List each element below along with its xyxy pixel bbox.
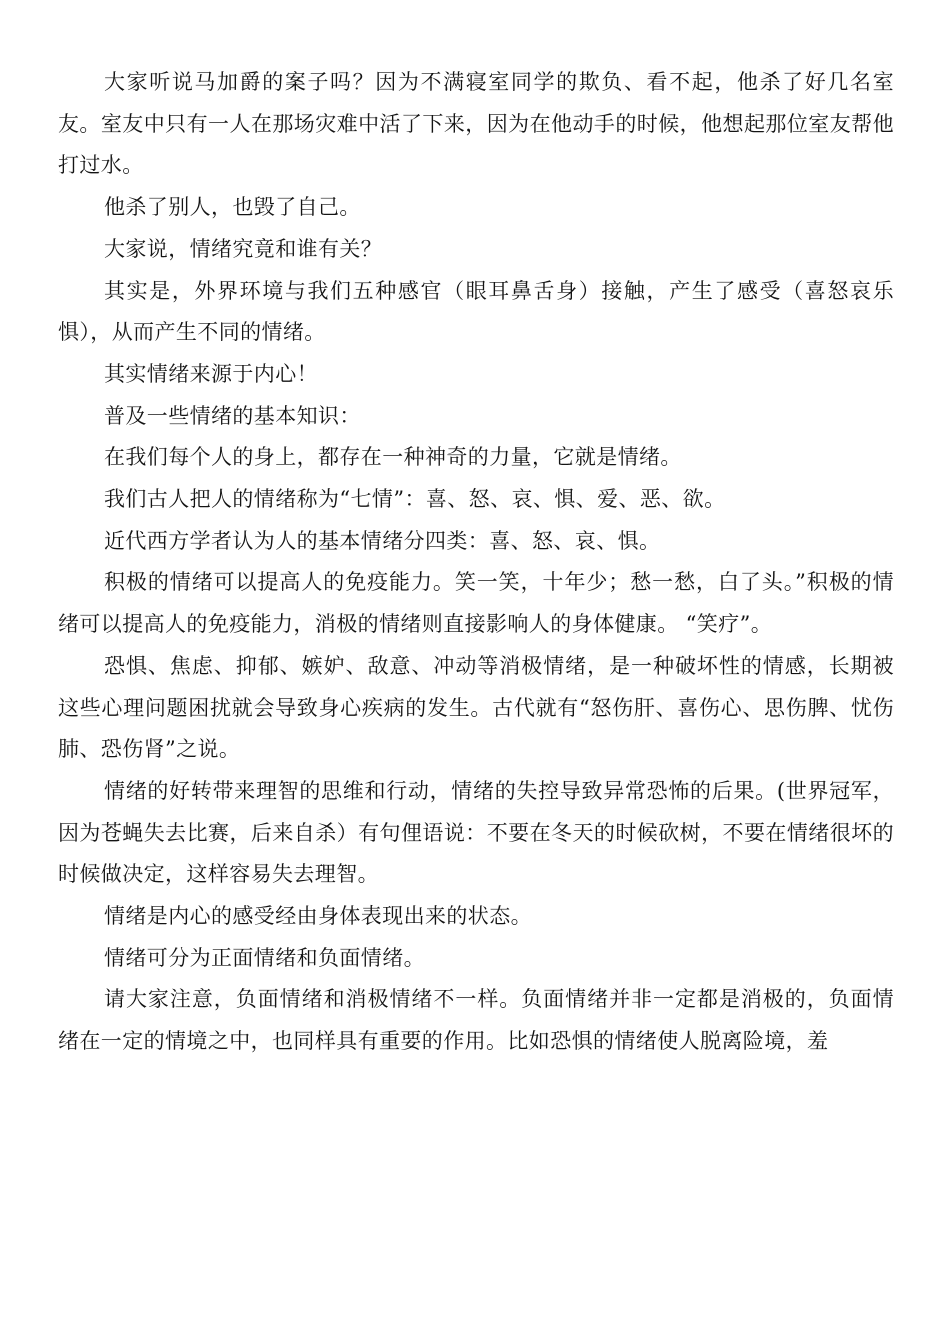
paragraph-14: 情绪可分为正面情绪和负面情绪。 — [104, 945, 425, 970]
paragraph-4: 其实是，外界环境与我们五种感官（眼耳鼻舌身）接触，产生了感受（喜怒哀乐惧），从而产生不同的情绪。 — [58, 278, 894, 345]
paragraph-9: 近代西方学者认为人的基本情绪分四类：喜、怒、哀、惧。 — [104, 528, 661, 553]
paragraph-2: 他杀了别人，也毁了自己。 — [104, 195, 361, 220]
paragraph-15: 请大家注意，负面情绪和消极情绪不一样。负面情绪并非一定都是消极的，负面情绪在一定的情境之中，也同样具有重要的作用。比如恐惧的情绪使人脱离险境，羞 — [58, 987, 894, 1054]
paragraph-6: 普及一些情绪的基本知识： — [104, 403, 361, 428]
paragraph-3: 大家说，情绪究竟和谁有关？ — [104, 236, 383, 261]
document-page — [58, 62, 894, 1063]
paragraph-5: 其实情绪来源于内心！ — [104, 361, 318, 386]
paragraph-7: 在我们每个人的身上，都存在一种神奇的力量，它就是情绪。 — [104, 445, 682, 470]
paragraph-1: 大家听说马加爵的案子吗？因为不满寝室同学的欺负、看不起，他杀了好几名室友。室友中只有一人在那场灾难中活了下来，因为在他动手的时候，他想起那位室友帮他打过水。 — [58, 70, 894, 178]
paragraph-10: 积极的情绪可以提高人的免疫能力。笑一笑，十年少；愁一愁，白了头。”积极的情绪可以提高人的免疫能力，消极的情绪则直接影响人的身体健康。 “笑疗”。 — [58, 570, 894, 637]
paragraph-11: 恐惧、焦虑、抑郁、嫉妒、敌意、冲动等消极情绪，是一种破坏性的情感，长期被这些心理问题困扰就会导致身心疾病的发生。古代就有“怒伤肝、喜伤心、思伤脾、忧伤肺、恐伤肾”之说。 — [58, 653, 894, 762]
paragraph-12: 情绪的好转带来理智的思维和行动，情绪的失控导致异常恐怖的后果。(世界冠军，因为苍蝇失去比赛，后来自杀）有句俚语说：不要在冬天的时候砍树，不要在情绪很坏的时候做决定，这样容易失去理智。 — [58, 778, 894, 887]
paragraph-13: 情绪是内心的感受经由身体表现出来的状态。 — [104, 904, 532, 929]
paragraph-8: 我们古人把人的情绪称为“七情”：喜、怒、哀、惧、爱、恶、欲。 — [104, 487, 726, 512]
